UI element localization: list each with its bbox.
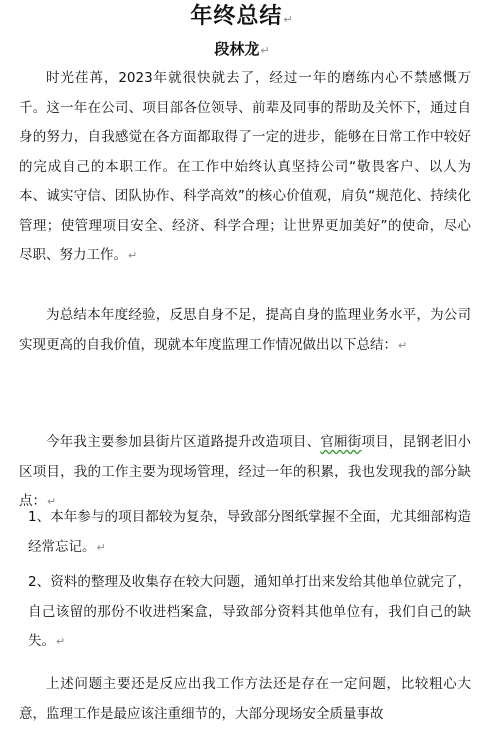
paragraph-mark-icon: ↵ (283, 13, 294, 26)
paragraph-text: 项目，昆钢老旧小区项目，我的工作主要为现场管理，经过一年的积累，我也发现我的部分缺点： (19, 434, 472, 509)
paragraph-reflection (19, 670, 471, 729)
list-item-text: 1、本年参与的项目都较为复杂，导致部分图纸掌握不全面，尤其细部构造经常忘记。 (28, 509, 471, 555)
paragraph-mark-icon: ↵ (47, 495, 57, 508)
paragraph-text: 为总结本年度经验，反思自身不足，提高自身的监理业务水平，为公司实现更高的自我价值，现就本年度监理工作情况做出以下总结： (19, 307, 471, 353)
author-text: 段林龙 (214, 40, 260, 58)
paragraph-text: 今年我主要参加县街片区道路提升改造项目、 (46, 434, 321, 450)
list-item-1 (28, 503, 471, 562)
paragraph-mark-icon: ↵ (56, 635, 66, 648)
paragraph-text: 时光荏苒，2023年就很快就去了，经过一年的磨练内心不禁感慨万千。这一年在公司、项目部各位领导、前辈及同事的帮助及关怀下，通过自身的努力，自我感觉在各方面都取得了一定的进步，能够在日常工作中较好的完成自己的本职工作。在工作中始终认真坚持公司“敬畏客户、以人为本、诚实守信、团队协作、科学高效”的核心价值观，肩负“规范化、持续化管理；使管理项目安全、经济、科学合理；让世界更加美好”的使命，尽心尽职、努力工作。 (19, 70, 471, 263)
document-title (0, 0, 484, 36)
author-name (0, 36, 484, 62)
paragraph-text: 上述问题主要还是反应出我工作方法还是存在一定问题，比较粗心大意，监理工作是最应该注重细节的，大部分现场安全质量事故 (19, 676, 471, 722)
paragraph-intro (19, 64, 471, 271)
spellcheck-underlined-text: 官厢街 (320, 434, 362, 450)
paragraph-mark-icon: ↵ (128, 249, 138, 262)
title-text: 年终总结 (190, 4, 283, 29)
paragraph-mark-icon: ↵ (398, 338, 408, 352)
list-item-text: 2、资料的整理及收集存在较大问题，通知单打出来发给其他单位就完了，自己该留的那份不收进档案盒，导致部分资料其他单位有，我们自己的缺失。 (28, 574, 471, 649)
list-item-2 (28, 568, 471, 657)
paragraph-summary (19, 301, 471, 360)
paragraph-mark-icon: ↵ (260, 44, 270, 57)
paragraph-mark-icon: ↵ (96, 540, 106, 554)
